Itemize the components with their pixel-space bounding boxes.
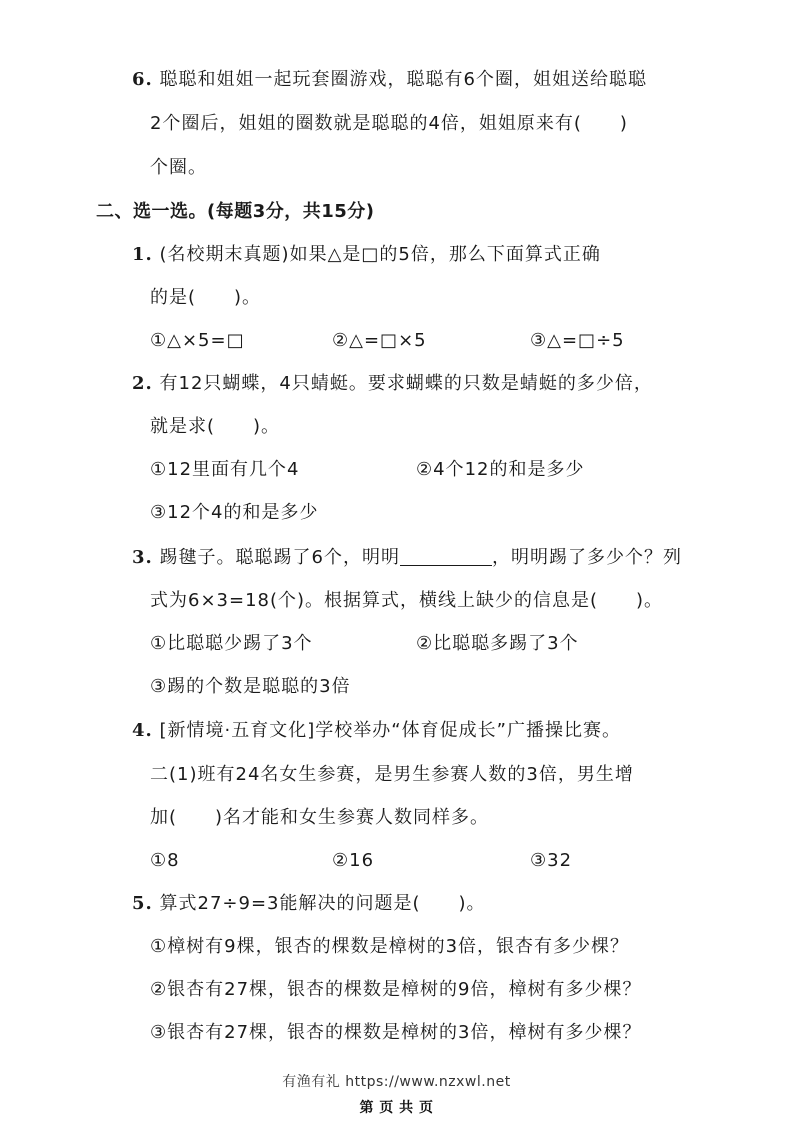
q2-option-a: ①12里面有几个4: [150, 459, 300, 480]
q5-number: 5.: [132, 893, 153, 914]
q2-text-1: 有12只蝴蝶，4只蜻蜓。要求蝴蝶的只数是蜻蜓的多少倍，: [159, 373, 653, 394]
q3-option-a: ①比聪聪少踢了3个: [150, 633, 313, 654]
q3-line-1: [132, 545, 682, 570]
q4-text-1: [新情境·五育文化]学校举办“体育促成长”广播操比赛。: [159, 720, 621, 741]
q5-line-1: [132, 892, 486, 916]
q5-option-c: ③银杏有27棵，银杏的棵数是樟树的3倍，樟树有多少棵？: [150, 1022, 642, 1043]
page-number: 第 页 共 页: [359, 1100, 434, 1116]
q3-number: 3.: [132, 547, 153, 568]
q3-text-1b: ，明明踢了多少个？列: [491, 547, 682, 568]
q2-line-1: [132, 372, 653, 396]
q1-line-2: 的是( )。: [150, 287, 262, 308]
q1-option-a: ①△×5=□: [150, 330, 245, 351]
q4-line-1: [132, 719, 621, 743]
watermark-text: 有渔有礼 https://www.nzxwl.net: [282, 1074, 511, 1090]
q6-number: 6.: [132, 69, 153, 90]
q3-answer-blank[interactable]: [400, 545, 492, 566]
q4-line-2: 二(1)班有24名女生参赛，是男生参赛人数的3倍，男生增: [150, 764, 634, 785]
q6-line-2: 2个圈后，姐姐的圈数就是聪聪的4倍，姐姐原来有( ): [150, 113, 628, 134]
q3-text-1a: 踢毽子。聪聪踢了6个，明明: [159, 547, 400, 568]
q5-text-1: 算式27÷9=3能解决的问题是( )。: [159, 893, 486, 914]
q5-option-b: ②银杏有27棵，银杏的棵数是樟树的9倍，樟树有多少棵？: [150, 979, 642, 1000]
q6-line-3: 个圈。: [150, 157, 207, 178]
q2-line-2: 就是求( )。: [150, 416, 281, 437]
q1-number: 1.: [132, 244, 153, 265]
q1-line-1: [132, 243, 601, 267]
section-title: 二、选一选。(每题3分，共15分): [96, 201, 375, 222]
q4-line-3: 加( )名才能和女生参赛人数同样多。: [150, 807, 490, 828]
q4-option-c: ③32: [530, 850, 573, 871]
q5-option-a: ①樟树有9棵，银杏的棵数是樟树的3倍，银杏有多少棵？: [150, 936, 630, 957]
q3-option-b: ②比聪聪多踢了3个: [416, 633, 579, 654]
q2-number: 2.: [132, 373, 153, 394]
q3-option-c: ③踢的个数是聪聪的3倍: [150, 676, 351, 697]
q3-line-2: 式为6×3=18(个)。根据算式，横线上缺少的信息是( )。: [150, 590, 664, 611]
q4-option-b: ②16: [332, 850, 375, 871]
q4-option-a: ①8: [150, 850, 180, 871]
q4-number: 4.: [132, 720, 153, 741]
q1-text-1: (名校期末真题)如果△是□的5倍，那么下面算式正确: [159, 244, 601, 265]
q6-line-1: [132, 68, 647, 92]
q2-option-b: ②4个12的和是多少: [416, 459, 585, 480]
q1-option-b: ②△=□×5: [332, 330, 427, 351]
q1-option-c: ③△=□÷5: [530, 330, 625, 351]
q2-option-c: ③12个4的和是多少: [150, 502, 319, 523]
q6-text-1: 聪聪和姐姐一起玩套圈游戏，聪聪有6个圈，姐姐送给聪聪: [159, 69, 647, 90]
